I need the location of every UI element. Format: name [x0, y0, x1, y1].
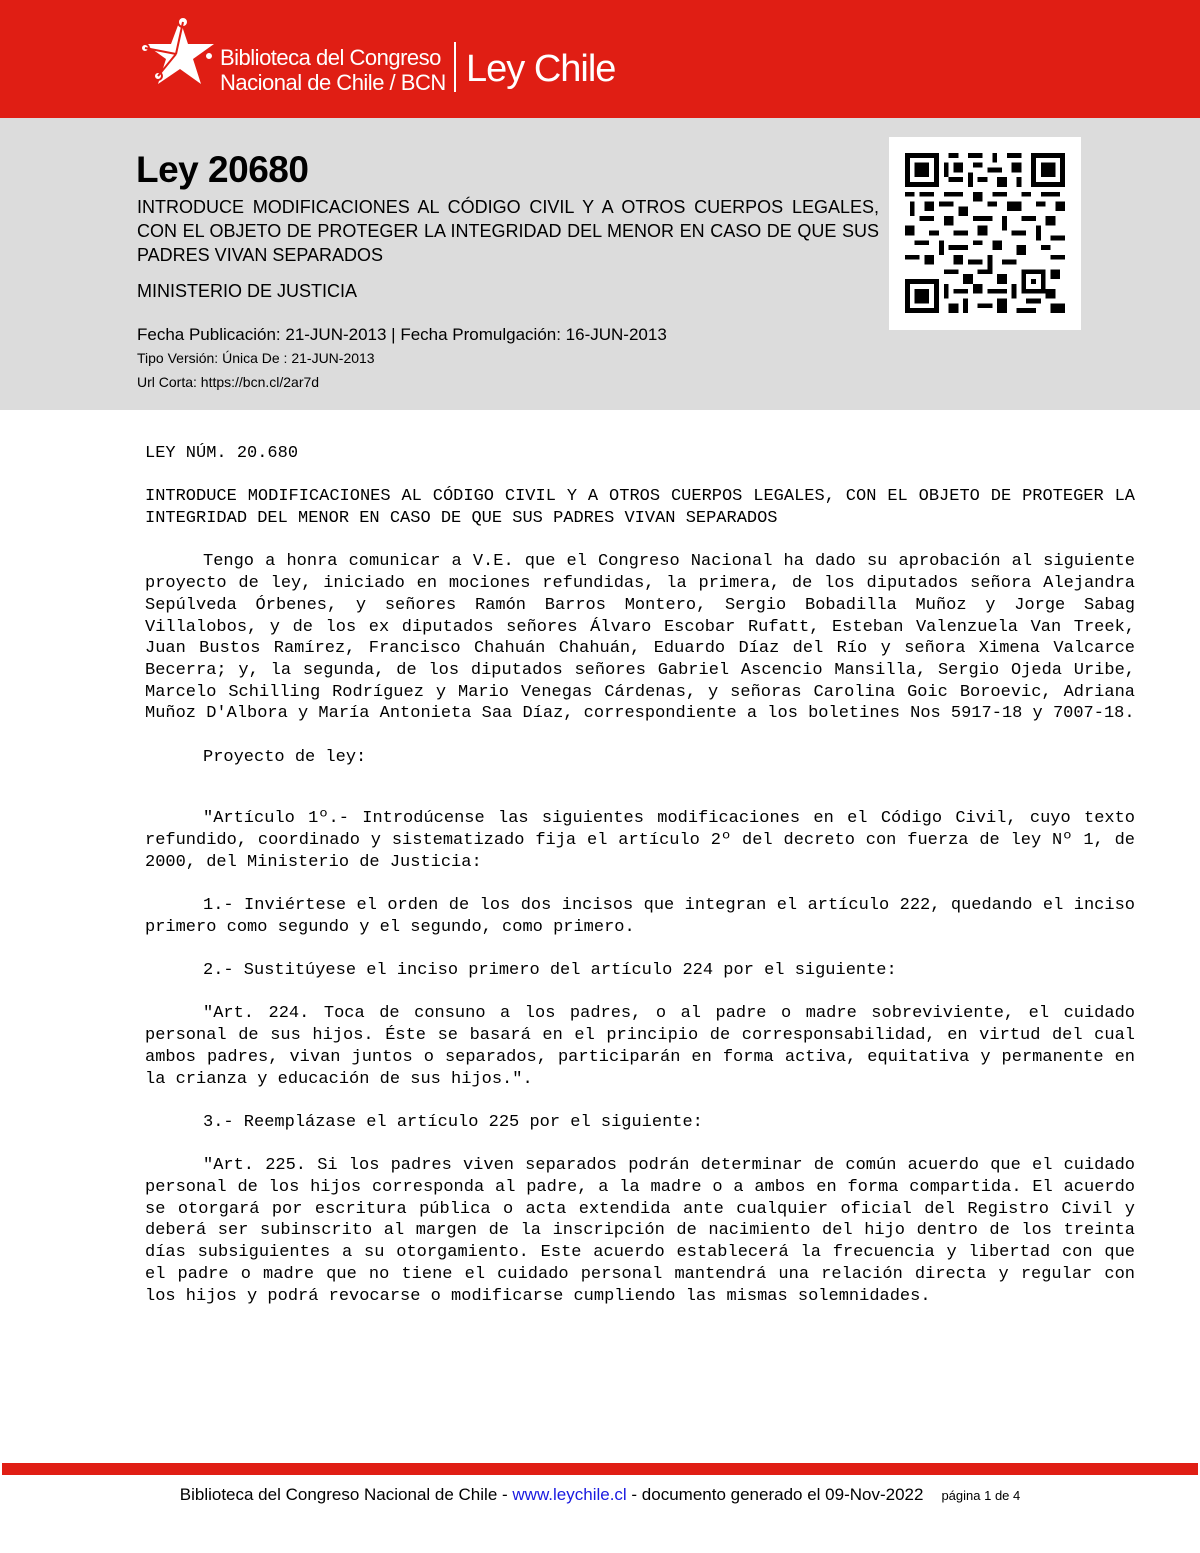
top-banner	[0, 0, 1200, 118]
bcn-star-icon	[136, 14, 218, 96]
footer-suffix: - documento generado el 09-Nov-2022	[626, 1485, 924, 1504]
document-body	[145, 443, 1135, 1329]
org-name-line2: Nacional de Chile / BCN	[220, 70, 446, 95]
qr-code	[889, 137, 1081, 330]
bill-label: Proyecto de ley:	[203, 747, 367, 767]
item-3: 3.- Reemplázase el artículo 225 por el siguiente:	[203, 1112, 703, 1132]
publication-dates: Fecha Publicación: 21-JUN-2013 | Fecha Promulgación: 16-JUN-2013	[137, 325, 667, 344]
item-2: 2.- Sustitúyese el inciso primero del artículo 224 por el siguiente:	[203, 961, 897, 981]
footer-link[interactable]: www.leychile.cl	[512, 1485, 627, 1504]
footer-prefix: Biblioteca del Congreso Nacional de Chile -	[179, 1485, 513, 1504]
org-name-line1: Biblioteca del Congreso	[220, 45, 441, 70]
org-name	[220, 45, 446, 95]
article-225-text: "Art. 225. Si los padres viven separados podrán determinar de común acuerdo que el cuidado personal de los hijos corresponda al padre, a la madre o a ambos en forma compartida. El acuerdo se otorgará por escritura pública o acta extendida ante cualquier oficial del Registro Civil y deberá ser subinscrito al margen de la inscripción de nacimiento del hijo dentro de los treinta días subsiguientes a su otorgamiento. Este acuerdo establecerá la frecuencia y libertad con que el padre o madre que no tiene el cuidado personal mantendrá una relación directa y regular con los hijos y podrá revocarse o modificarse cumpliendo las mismas solemnidades.	[145, 1156, 1135, 1306]
spacer	[145, 790, 1135, 808]
footer	[0, 1484, 1200, 1507]
ministry: MINISTERIO DE JUSTICIA	[137, 281, 358, 301]
logo-divider	[454, 42, 456, 92]
law-title: Ley 20680	[136, 149, 309, 190]
intro-paragraph: Tengo a honra comunicar a V.E. que el Congreso Nacional ha dado su aprobación al siguiente proyecto de ley, iniciado en mociones refundidas, la primera, de los diputados señora Alejandra Sepúlveda Órbenes, y señores Ramón Barros Montero, Sergio Bobadilla Muñoz y Jorge Sabag Villalobos, y de los ex diputados señores Álvaro Escobar Rufatt, Esteban Valenzuela Van Treek, Juan Bustos Ramírez, Francisco Chahuán Chahuán, Eduardo Díaz del Río y señora Ximena Valcarce Becerra; y, la segunda, de los diputados señores Gabriel Ascencio Mansilla, Sergio Ojeda Uribe, Marcelo Schilling Rodríguez y Mario Venegas Cárdenas, y señoras Carolina Goic Boroevic, Adriana Muñoz D'Albora y María Antonieta Saa Díaz, correspondiente a los boletines Nos 5917-18 y 7007-18.	[145, 552, 1135, 724]
article-1: "Artículo 1º.- Introdúcense las siguientes modificaciones en el Código Civil, cuyo texto refundido, coordinado y sistematizado fija el artículo 2º del decreto con fuerza de ley Nº 1, de 2000, del Ministerio de Justicia:	[145, 809, 1135, 872]
version-type: Tipo Versión: Única De : 21-JUN-2013	[137, 350, 375, 366]
footer-bar	[2, 1463, 1198, 1475]
law-subtitle: INTRODUCE MODIFICACIONES AL CÓDIGO CIVIL Y A OTROS CUERPOS LEGALES, CON EL OBJETO DE PROTEGER LA INTEGRIDAD DEL MENOR EN CASO DE QUE SUS PADRES VIVAN SEPARADOS	[137, 197, 879, 265]
short-url: Url Corta: https://bcn.cl/2ar7d	[137, 374, 320, 390]
page-number: página 1 de 4	[941, 1488, 1021, 1503]
item-1: 1.- Inviértese el orden de los dos incisos que integran el artículo 222, quedando el inciso primero como segundo y el segundo, como primero.	[145, 895, 1135, 937]
product-name: Ley Chile	[466, 48, 616, 90]
article-224-text: "Art. 224. Toca de consuno a los padres, o al padre o madre sobreviviente, el cuidado personal de sus hijos. Éste se basará en el principio de corresponsabilidad, en virtud del cual ambos padres, vivan juntos o separados, participarán en forma activa, equitativa y permanente en la crianza y educación de sus hijos.".	[145, 1004, 1135, 1089]
law-number: LEY NÚM. 20.680	[145, 444, 299, 463]
law-heading: INTRODUCE MODIFICACIONES AL CÓDIGO CIVIL Y A OTROS CUERPOS LEGALES, CON EL OBJETO DE PROTEGER LA INTEGRIDAD DEL MENOR EN CASO DE QUE SUS PADRES VIVAN SEPARADOS	[145, 487, 1135, 529]
qr-code-icon	[905, 153, 1065, 313]
